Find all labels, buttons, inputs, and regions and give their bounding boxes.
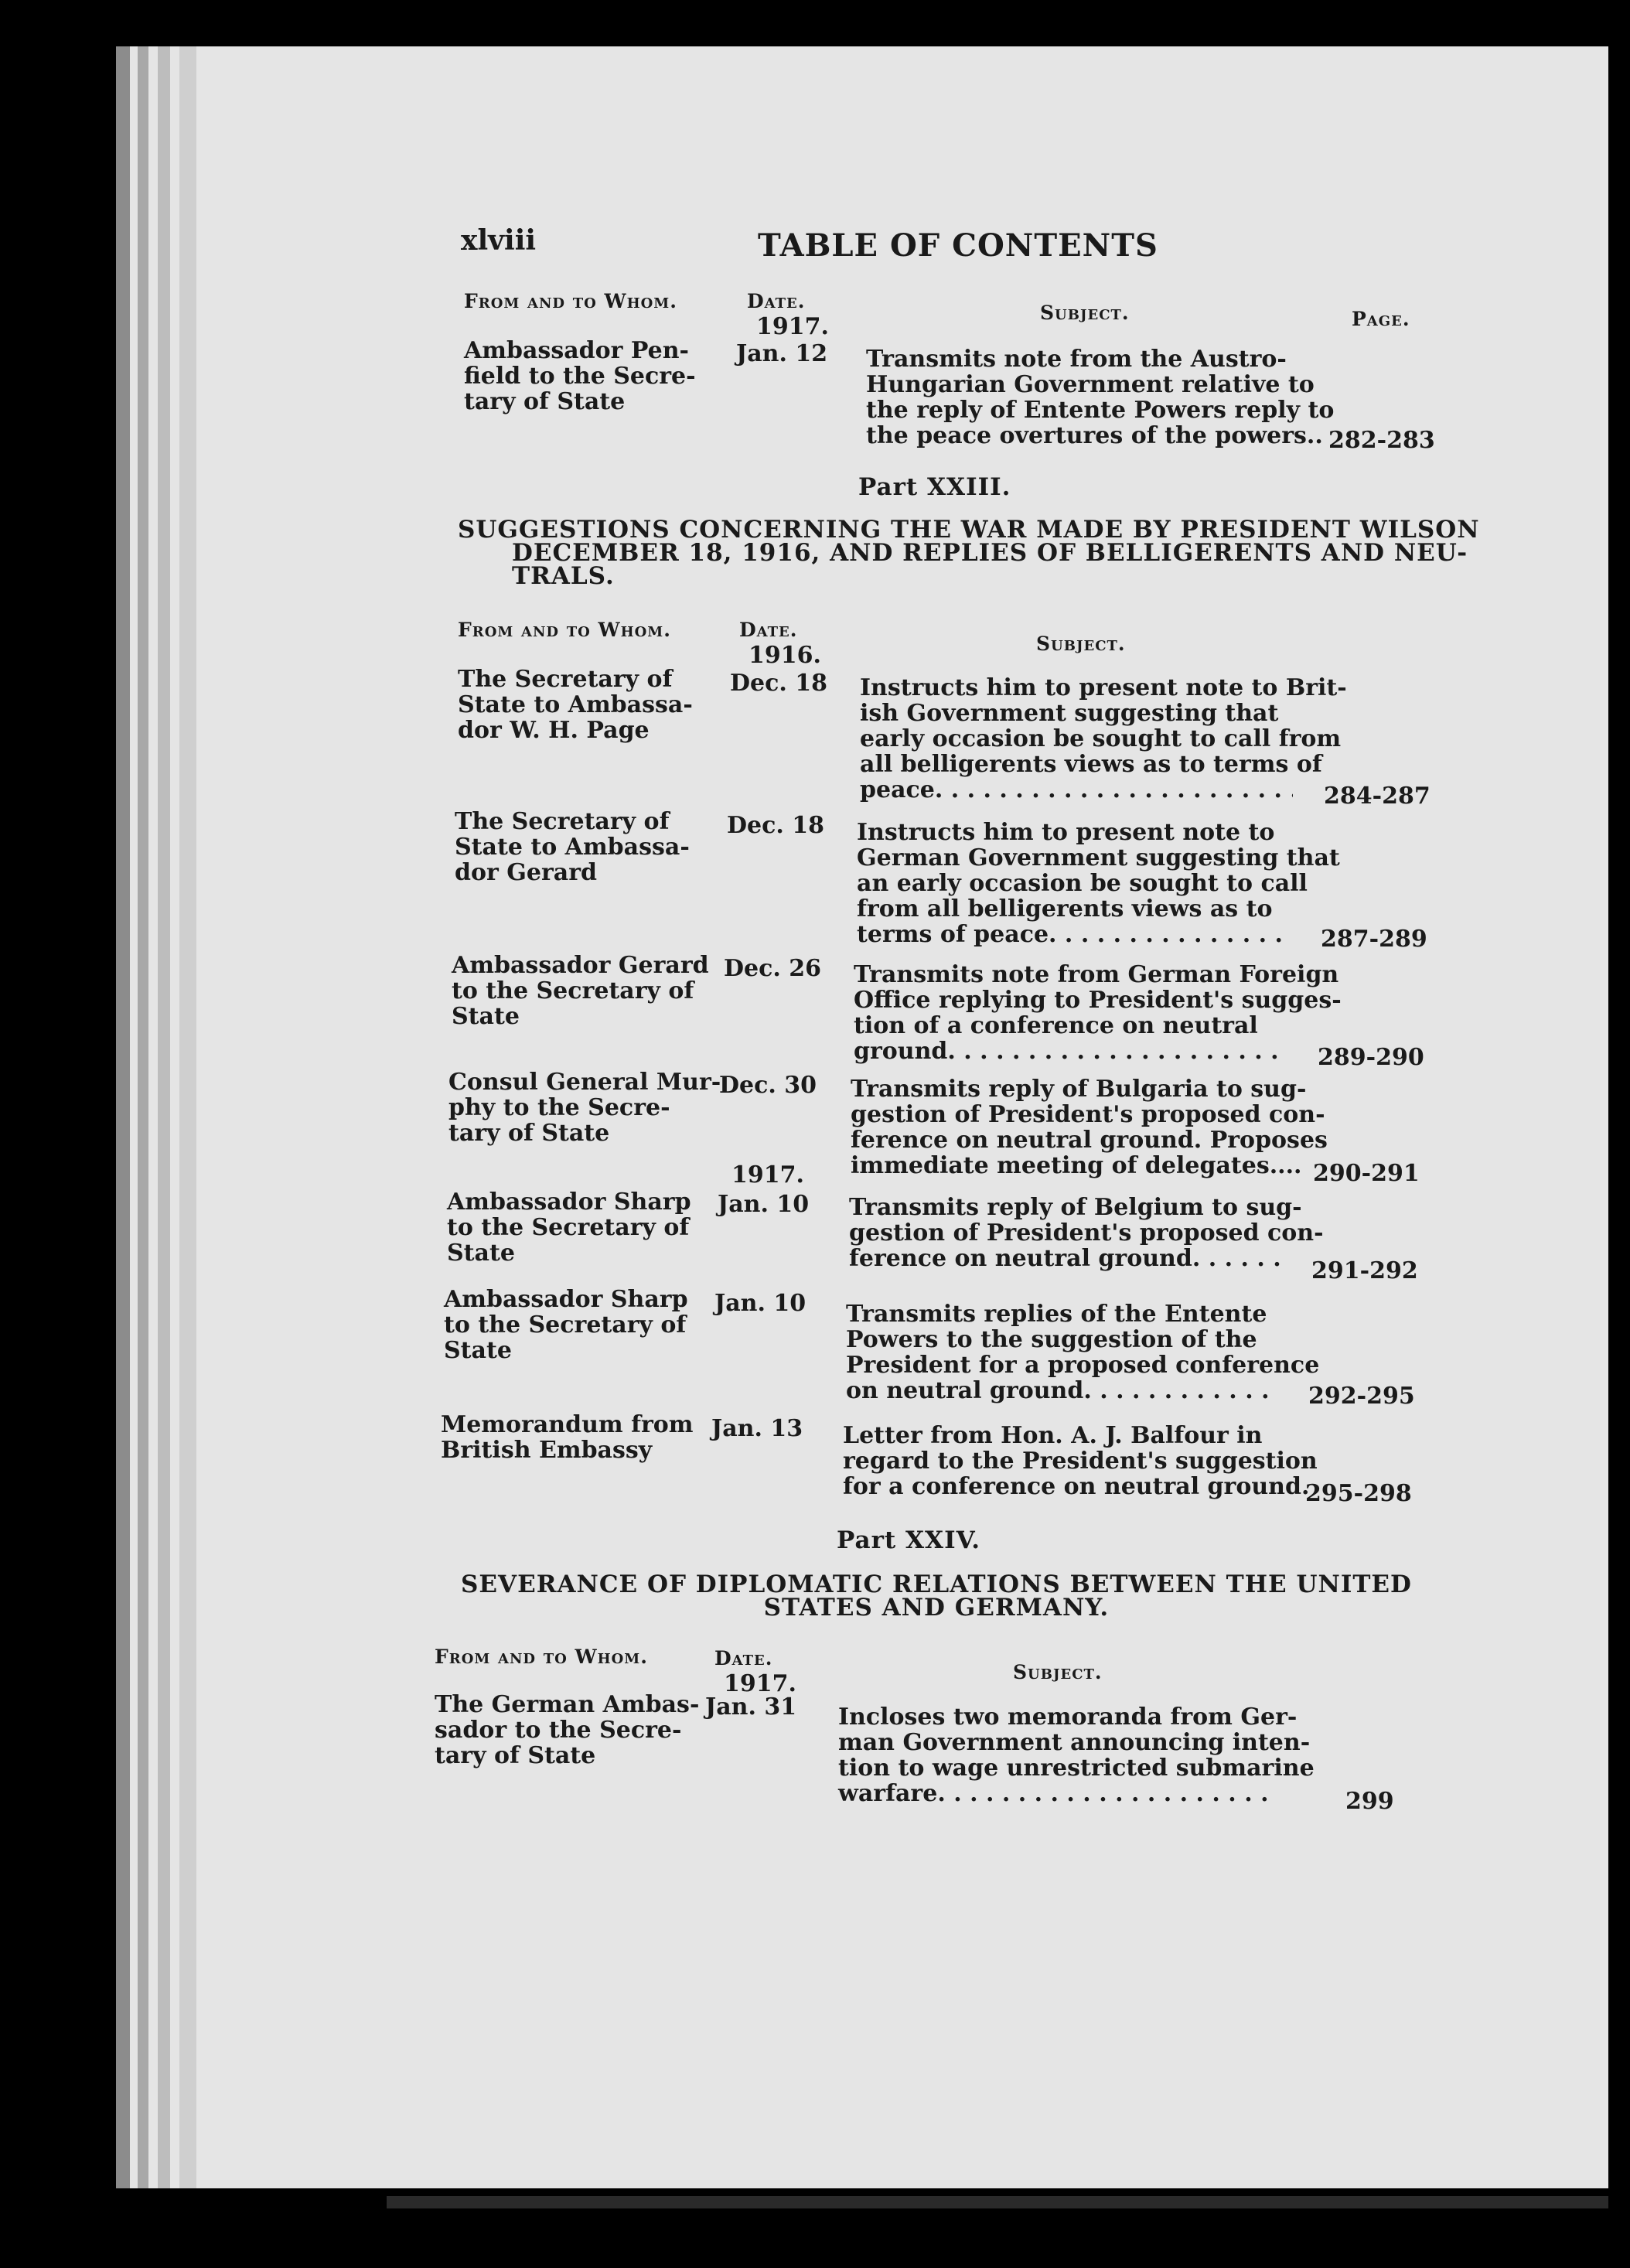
entry-page: 292-295 [1308,1383,1415,1410]
entry-subject: Instructs him to present note to German Government suggesting that an early occasion be sought to call from all belligerents views as to terms of peace . . . [857,820,1340,947]
entry-page: 290-291 [1313,1160,1420,1187]
header-subject: Subject. [1013,1661,1103,1683]
year-label: 1917. [756,313,829,340]
entry-page: 287-289 [1321,926,1427,953]
year-label: 1917. [731,1161,804,1189]
header-date: Date. [714,1647,773,1669]
entry-subject: Instructs him to present note to Brit- ish Government suggesting that early occasion be sought to call from all belligerents views as to terms of peace . . . [860,675,1347,803]
entry-from: Ambassador Sharp to the Secretary of State [444,1286,688,1364]
year-label: 1917. [724,1670,796,1697]
entry-date: Dec. 18 [730,670,828,697]
page-edge [158,46,170,2188]
page-number: xlviii [461,224,537,257]
entry-date: Dec. 30 [719,1072,817,1099]
entry-subject: Transmits reply of Bulgaria to sug- gestion of President's proposed con- ference on neutral ground. Proposes immediate meeting of delegates.... [851,1076,1328,1179]
entry-from: The Secretary of State to Ambassa- dor W. H. Page [458,666,693,744]
entry-from: The German Ambas- sador to the Secre- tary of State [435,1691,700,1769]
entry-subject: Incloses two memoranda from Ger- man Government announcing inten- tion to wage unrestricted submarine warfare . . . [838,1704,1315,1806]
year-label: 1916. [749,642,821,669]
header-from: From and to Whom. [435,1646,648,1668]
page-edge [138,46,148,2188]
entry-date: Jan. 10 [714,1290,806,1317]
header-page: Page. [1352,308,1410,330]
part-heading: SUGGESTIONS CONCERNING THE WAR MADE BY PRESIDENT WILSON DECEMBER 18, 1916, AND REPLIES OF BELLIGERENTS AND NEU- TRALS. [458,516,1480,590]
entry-from: Consul General Mur- phy to the Secre- tary of State [448,1069,721,1147]
entry-page: 295-298 [1305,1480,1412,1507]
entry-subject: Transmits note from German Foreign Office replying to President's sugges- tion of a conference on neutral ground . . . [854,962,1342,1064]
page-title: TABLE OF CONTENTS [758,227,1158,264]
header-subject: Subject. [1040,302,1130,324]
entry-subject: Transmits replies of the Entente Powers to the suggestion of the President for a proposed conference on neutral ground . . . [846,1301,1319,1403]
part-label: Part XXIV. [837,1526,981,1554]
entry-from: Ambassador Sharp to the Secretary of State [447,1189,691,1267]
entry-page: 284-287 [1324,783,1431,810]
part-label: Part XXIII. [858,473,1011,501]
part-heading: SEVERANCE OF DIPLOMATIC RELATIONS BETWEEN THE UNITED STATES AND GERMANY. [461,1571,1412,1622]
entry-subject: Letter from Hon. A. J. Balfour in regard to the President's suggestion for a conference on neutral ground. [843,1422,1318,1500]
header-date: Date. [747,290,806,312]
entry-page: 282-283 [1328,427,1435,454]
entry-date: Jan. 12 [736,340,828,367]
header-subject: Subject. [1036,633,1126,655]
entry-subject: Transmits reply of Belgium to sug- gestion of President's proposed con- ference on neutral ground . . . [849,1195,1324,1271]
page-bottom-shadow [387,2196,1608,2208]
entry-from: The Secretary of State to Ambassa- dor Gerard [455,808,690,886]
entry-page: 299 [1345,1788,1394,1815]
page-edge [116,46,130,2188]
entry-from: Ambassador Gerard to the Secretary of State [452,952,709,1030]
entry-date: Jan. 13 [711,1415,803,1442]
header-from: From and to Whom. [464,290,677,312]
entry-date: Jan. 10 [718,1191,810,1218]
entry-page: 291-292 [1311,1257,1418,1284]
entry-date: Dec. 26 [724,955,822,982]
header-from: From and to Whom. [458,619,671,641]
entry-subject: Transmits note from the Austro- Hungarian Government relative to the reply of Entente Powers reply to the peace overtures of the powers.. [866,346,1335,449]
entry-from: Ambassador Pen- field to the Secre- tary of State [464,337,696,415]
entry-date: Dec. 18 [727,812,825,839]
page-edge [179,46,196,2188]
header-date: Date. [739,619,798,641]
entry-date: Jan. 31 [705,1693,797,1721]
entry-from: Memorandum from British Embassy [441,1411,694,1464]
entry-page: 289-290 [1318,1044,1424,1071]
